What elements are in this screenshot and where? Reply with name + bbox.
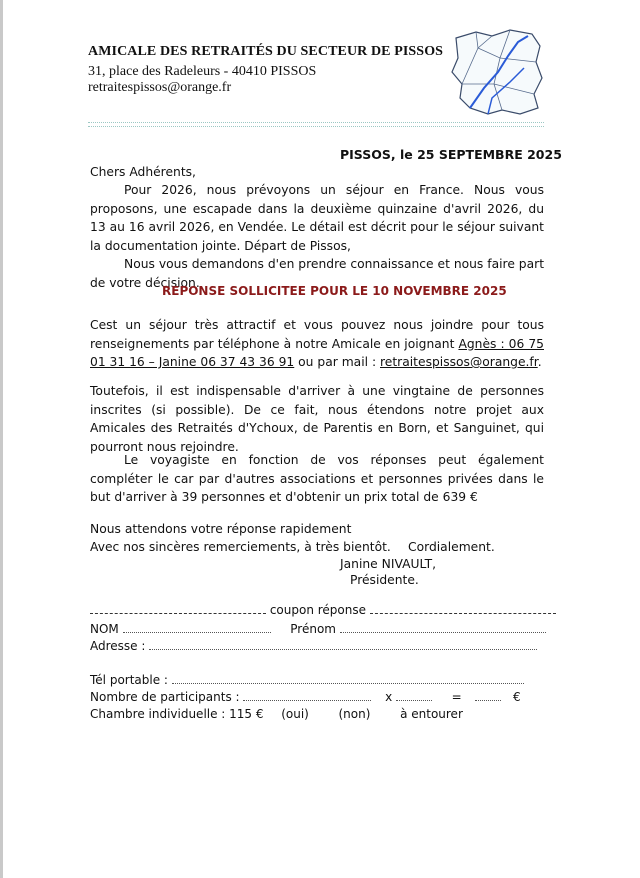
coupon-room-row [90, 705, 463, 724]
coupon-title: coupon réponse [269, 603, 367, 617]
paragraph-travel-agent [90, 451, 544, 507]
closing-line-1: Nous attendons votre réponse rapidement [90, 522, 352, 536]
participants-field[interactable] [243, 690, 371, 701]
closing-line-2: Avec nos sincères remerciements, à très bientôt. [90, 540, 391, 554]
page-left-edge [0, 0, 3, 878]
signature-title: Présidente. [350, 573, 419, 587]
paragraph-trip-text: Pour 2026, nous prévoyons un séjour en France. Nous vous proposons, une escapade dans la deuxième quinzaine d'avril 2026, du 13 au 16 avril 2026, en Vendée. Le détail est décrit pour le séjour suivant la documentation jointe. Départ de Pissos, [90, 183, 544, 253]
coupon-participants-row [90, 688, 521, 707]
nom-label: NOM [90, 622, 119, 636]
pissos-area-map-icon [448, 28, 544, 116]
contact-email-link[interactable]: retraitespissos@orange.fr [380, 355, 538, 369]
paragraph-decision-text: Nous vous demandons d'en prendre connaissance et nous faire part de votre décision. [90, 257, 545, 290]
organization-name: AMICALE DES RETRAITÉS DU SECTEUR DE PISSOS [88, 44, 444, 59]
paragraph-trip [90, 181, 544, 292]
contact-phones: Agnès : 06 75 01 31 16 – Janine 06 37 43 36 91 [90, 336, 544, 369]
header-divider [88, 126, 544, 127]
coupon-address-row [90, 637, 537, 656]
paragraph-contact [90, 316, 544, 372]
prenom-label: Prénom [290, 622, 336, 636]
coupon-rule-left [90, 603, 266, 614]
header-divider [88, 122, 544, 123]
participants-label: Nombre de participants : [90, 690, 240, 704]
greeting: Chers Adhérents, [90, 165, 196, 179]
paragraph-minimum-text: Toutefois, il est indispensable d'arriver à une vingtaine de personnes inscrites (si possible). De ce fait, nous étendons notre projet aux Amicales des Retraités d'Ychoux, de Parentis en Born, et Sanguinet, qui pourront nous rejoindre. [90, 384, 544, 454]
paragraph-travel-agent-text: Le voyagiste en fonction de vos réponses peut également compléter le car par d'autres associations et personnes privées dans le but d'arriver à 39 personnes et d'obtenir un prix total de 639 € [90, 453, 544, 504]
letter-date: PISSOS, le 25 SEPTEMBRE 2025 [340, 147, 562, 162]
equals-sign: = [451, 690, 462, 704]
contact-text: Cest un séjour très attractif et vous pouvez nous joindre pour tous renseignements par téléphone à notre Amicale en joignant [90, 318, 544, 351]
adresse-label: Adresse : [90, 639, 146, 653]
organization-address: 31, place des Radeleurs - 40410 PISSOS [88, 64, 317, 79]
paragraph-minimum [90, 382, 544, 456]
adresse-field[interactable] [149, 639, 537, 650]
times-sign: x [385, 690, 393, 704]
coupon-name-row [90, 620, 546, 639]
contact-mail-label: ou par mail : [294, 355, 380, 369]
signature-name: Janine NIVAULT, [340, 557, 437, 571]
euro-sign: € [513, 690, 521, 704]
prenom-field[interactable] [340, 622, 546, 633]
coupon-rule-right [370, 603, 556, 614]
response-deadline-heading: REPONSE SOLLICITEE POUR LE 10 NOVEMBRE 2025 [162, 284, 507, 298]
multiplier-field[interactable] [396, 690, 432, 701]
tel-label: Tél portable : [90, 673, 168, 687]
tel-field[interactable] [172, 673, 524, 684]
total-field[interactable] [475, 690, 501, 701]
coupon-phone-row [90, 671, 524, 690]
contact-end: . [537, 355, 542, 369]
closing-line-3: Cordialement. [408, 540, 495, 554]
nom-field[interactable] [123, 622, 271, 633]
chambre-label: Chambre individuelle : 115 € [90, 707, 264, 721]
organization-email: retraitespissos@orange.fr [88, 80, 232, 95]
option-oui[interactable]: (oui) [281, 707, 309, 721]
coupon-header [90, 601, 556, 620]
option-non[interactable]: (non) [338, 707, 371, 721]
entourer-note: à entourer [400, 707, 463, 721]
